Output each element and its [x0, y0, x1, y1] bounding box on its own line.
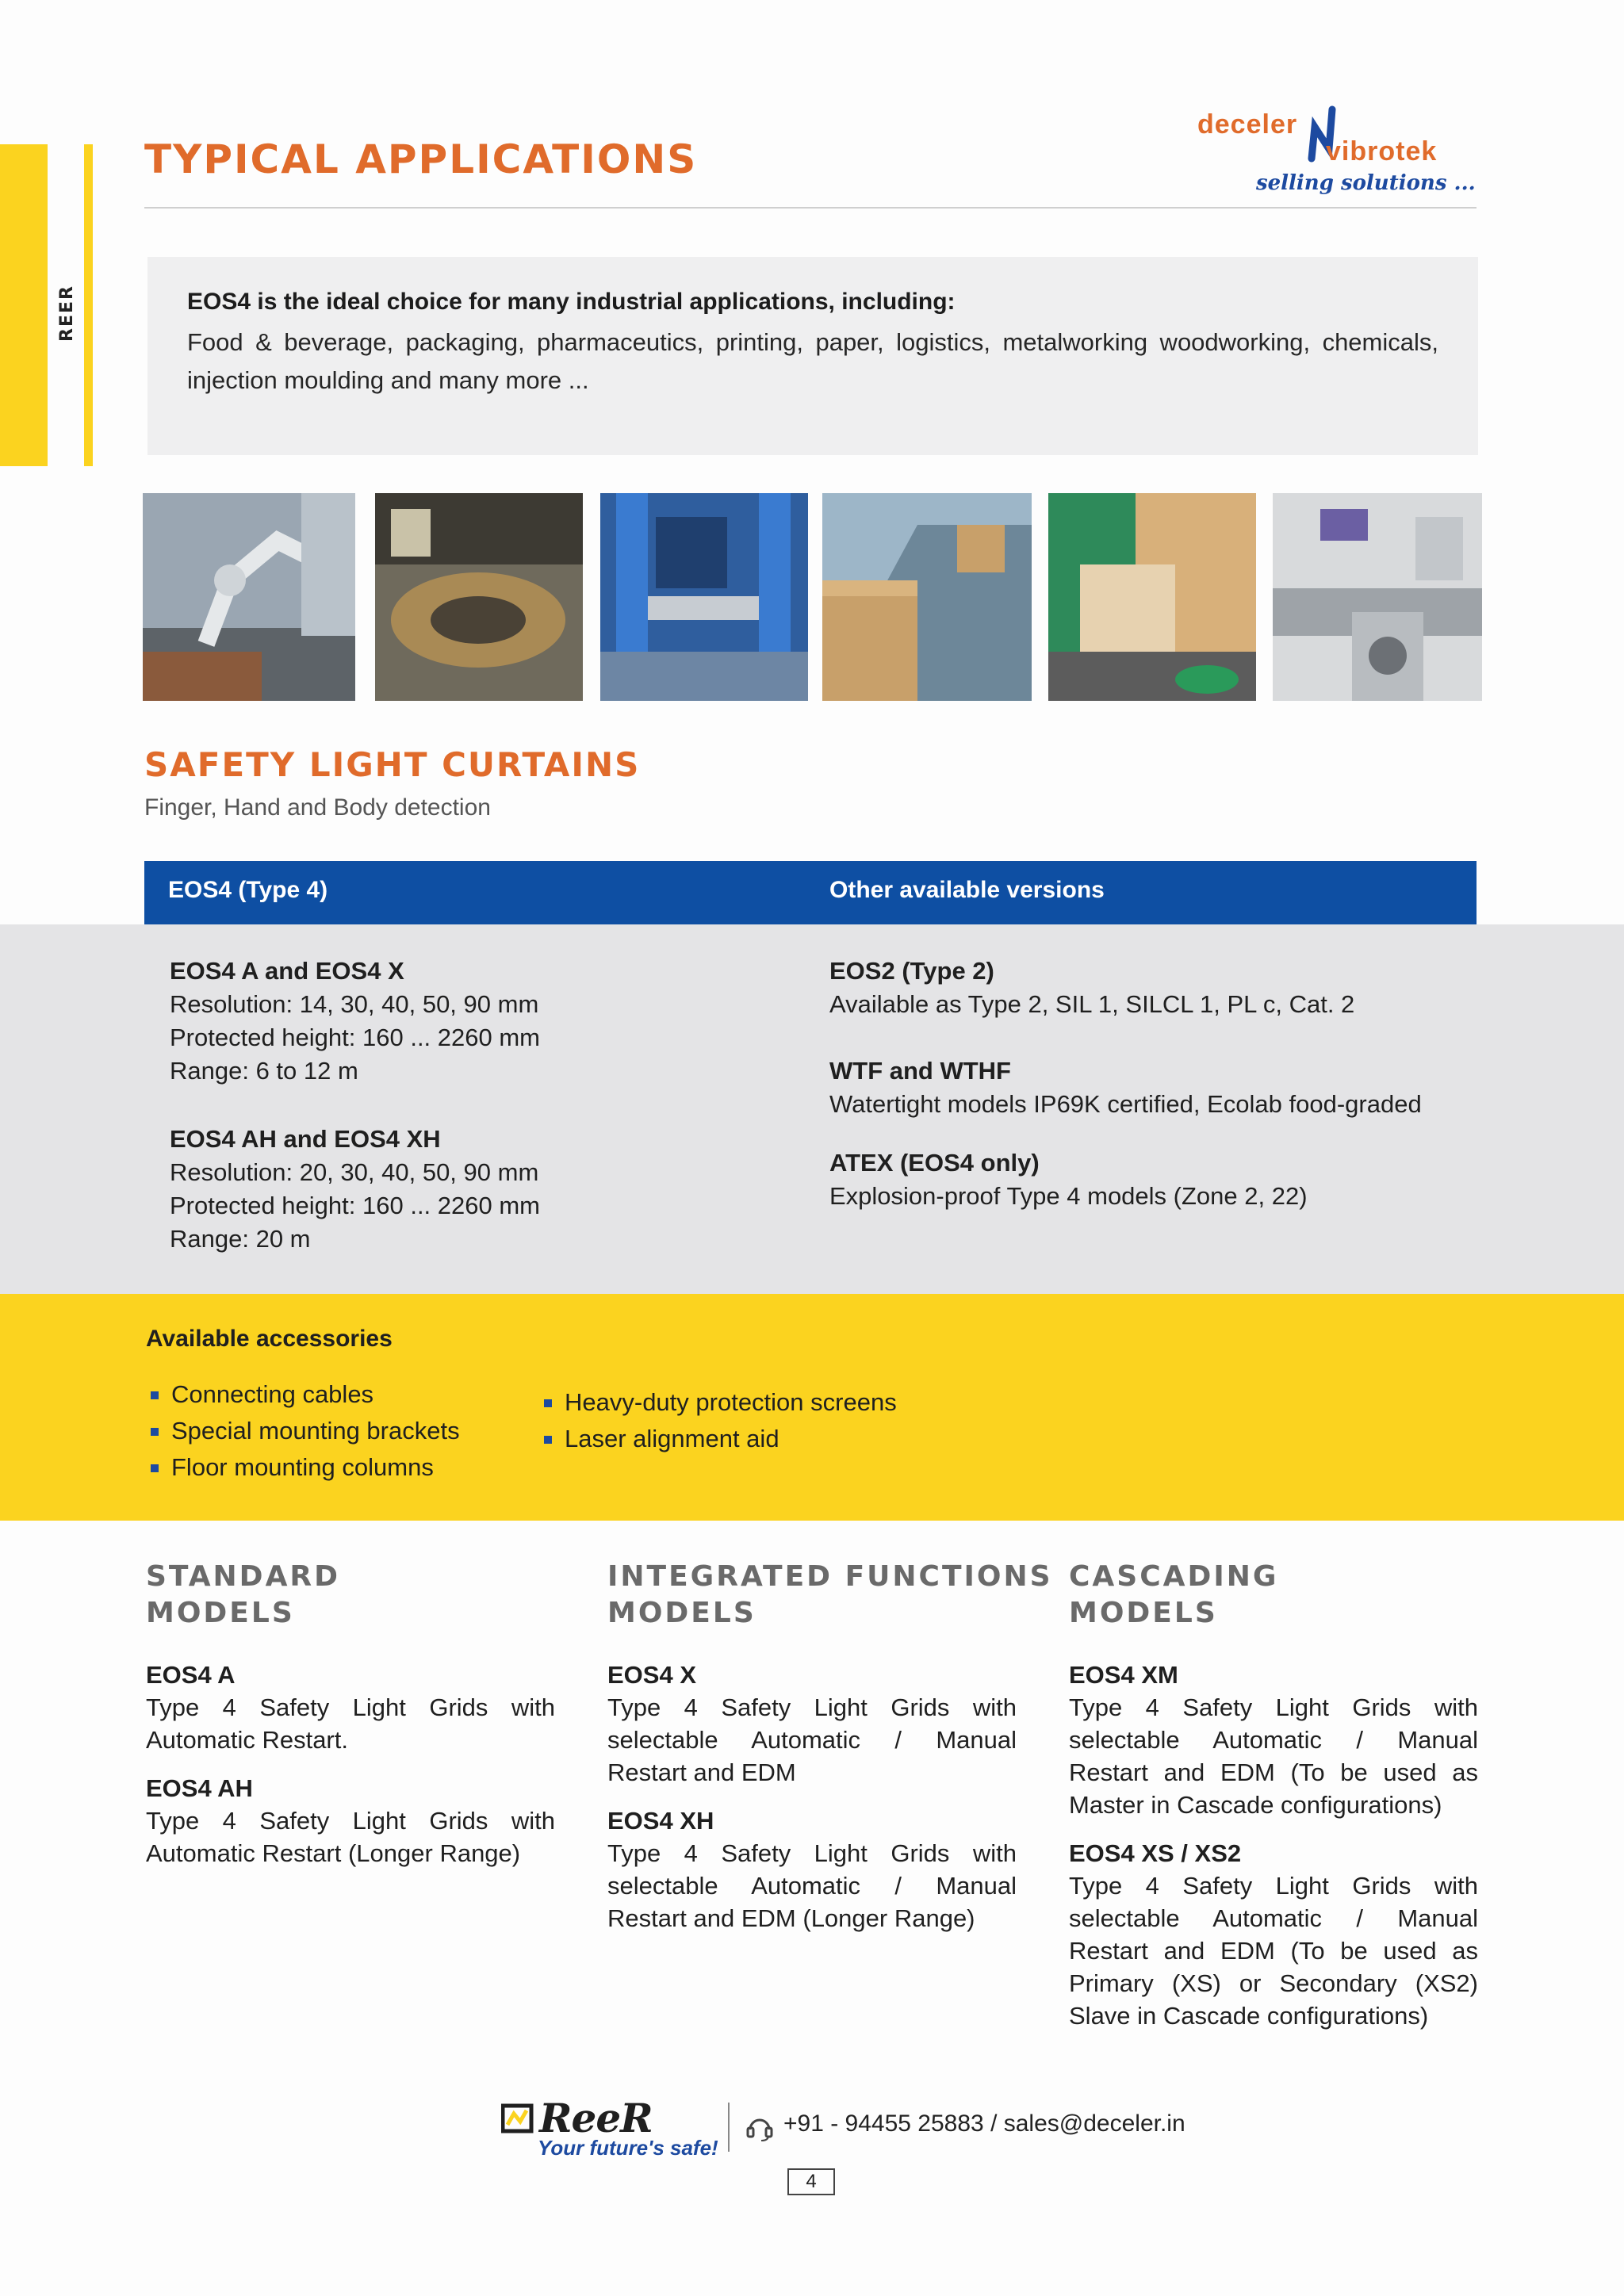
model-item: [607, 1659, 1017, 1789]
spec-line: Range: 20 m: [170, 1225, 311, 1253]
model-desc: Type 4 Safety Light Grids with selectable Automatic / Manual Restart and EDM (To be used as Master in Cascade configurations): [1069, 1693, 1478, 1819]
spec-eos4-a-x: [170, 955, 540, 1088]
packaging-machine-photo: [1273, 493, 1482, 701]
model-desc: Type 4 Safety Light Grids with Automatic Restart.: [146, 1693, 555, 1754]
column-title-line: MODELS: [1069, 1597, 1218, 1629]
machining-image: [375, 493, 583, 701]
model-name: EOS4 XM: [1069, 1661, 1178, 1689]
conveyor-boxes-photo: [822, 493, 1032, 701]
section-title-curtains: SAFETY LIGHT CURTAINS: [144, 745, 641, 784]
robot-arm-image: [143, 493, 355, 701]
model-desc: Type 4 Safety Light Grids with selectable Automatic / Manual Restart and EDM: [607, 1693, 1017, 1786]
model-desc: Type 4 Safety Light Grids with selectable Automatic / Manual Restart and EDM (To be used as Primary (XS) or Secondary (XS2) Slave in Cascade configurations): [1069, 1872, 1478, 2030]
page-number: 4: [787, 2168, 835, 2195]
header-divider: [144, 207, 1477, 209]
intro-lead: EOS4 is the ideal choice for many industrial applications, including:: [187, 289, 956, 315]
table-header-bar: [144, 861, 1477, 924]
integrated-models-column: [607, 1559, 1053, 1950]
model-name: EOS4 AH: [146, 1774, 253, 1802]
cascading-models-column: [1069, 1559, 1478, 2048]
spec-name: EOS4 A and EOS4 X: [170, 957, 404, 985]
column-title-line: CASCADING: [1069, 1560, 1279, 1593]
intro-text: Food & beverage, packaging, pharmaceutics, printing, paper, logistics, metalworking woodworking, chemicals, injection moulding and many more ...: [187, 328, 1438, 394]
list-item: Special mounting brackets: [147, 1413, 460, 1449]
model-list: [607, 1659, 1017, 1934]
footer-contact: +91 - 94455 25883 / sales@deceler.in: [783, 2110, 1185, 2137]
woodworking-image: [1048, 493, 1256, 701]
column-title-line: MODELS: [607, 1597, 756, 1629]
spec-line: Watertight models IP69K certified, Ecolab food-graded: [829, 1090, 1422, 1118]
headset-icon: [745, 2112, 774, 2142]
spec-wtf-wthf: [829, 1054, 1422, 1121]
spec-eos2: [829, 955, 1354, 1021]
spec-atex: [829, 1146, 1308, 1213]
spec-line: Available as Type 2, SIL 1, SILCL 1, PL c, Cat. 2: [829, 990, 1355, 1018]
footer-divider: [728, 2103, 730, 2152]
model-name: EOS4 A: [146, 1661, 236, 1689]
spec-line: Resolution: 20, 30, 40, 50, 90 mm: [170, 1158, 539, 1186]
spec-eos4-ah-xh: [170, 1123, 540, 1256]
model-item: [1069, 1659, 1478, 1821]
accessories-list-1: [147, 1376, 460, 1486]
reer-tagline: Your future's safe!: [538, 2136, 718, 2160]
model-list: [1069, 1659, 1478, 2032]
woodworking-photo: [1048, 493, 1256, 701]
model-name: EOS4 XS / XS2: [1069, 1839, 1242, 1867]
spec-name: EOS2 (Type 2): [829, 957, 994, 985]
robot-arm-photo: [143, 493, 355, 701]
column-title-line: MODELS: [146, 1597, 295, 1629]
standard-models-column: [146, 1559, 555, 1885]
model-desc: Type 4 Safety Light Grids with Automatic Restart (Longer Range): [146, 1807, 555, 1867]
side-tab-label: REER: [56, 285, 77, 342]
intro-box: [147, 257, 1478, 455]
header-eos4: EOS4 (Type 4): [168, 877, 328, 903]
accessories-title: Available accessories: [146, 1326, 393, 1352]
list-item: Heavy-duty protection screens: [541, 1384, 897, 1421]
press-photo: [600, 493, 808, 701]
model-item: [1069, 1837, 1478, 2032]
model-item: [146, 1772, 555, 1869]
column-title: [1069, 1559, 1478, 1632]
spec-name: EOS4 AH and EOS4 XH: [170, 1125, 441, 1153]
header-other-versions: Other available versions: [829, 877, 1105, 903]
logo-brand-left: deceler: [1197, 109, 1298, 140]
list-item: Floor mounting columns: [147, 1449, 460, 1486]
spec-line: Explosion-proof Type 4 models (Zone 2, 22): [829, 1182, 1308, 1210]
spec-line: Protected height: 160 ... 2260 mm: [170, 1192, 540, 1219]
model-list: [146, 1659, 555, 1869]
spec-line: Range: 6 to 12 m: [170, 1057, 358, 1085]
side-color-tab: [0, 144, 48, 466]
list-item: Laser alignment aid: [541, 1421, 897, 1457]
conveyor-image: [822, 493, 1032, 701]
spec-name: ATEX (EOS4 only): [829, 1149, 1040, 1177]
accessories-list-2: [541, 1384, 897, 1457]
model-item: [607, 1804, 1017, 1934]
packaging-machine-image: [1273, 493, 1482, 701]
spec-line: Protected height: 160 ... 2260 mm: [170, 1024, 540, 1051]
column-title: [607, 1559, 1053, 1632]
column-title-line: STANDARD: [146, 1560, 341, 1593]
spec-line: Resolution: 14, 30, 40, 50, 90 mm: [170, 990, 539, 1018]
reer-mark-icon: [501, 2103, 534, 2134]
list-item: Connecting cables: [147, 1376, 460, 1413]
press-image: [600, 493, 808, 701]
logo-brand-right: vibrotek: [1326, 136, 1438, 166]
logo-tagline: selling solutions ...: [1256, 171, 1476, 195]
section-subtitle: Finger, Hand and Body detection: [144, 794, 491, 821]
page-title: TYPICAL APPLICATIONS: [144, 136, 698, 182]
model-item: [146, 1659, 555, 1756]
column-title: [146, 1559, 555, 1632]
spec-name: WTF and WTHF: [829, 1057, 1011, 1085]
deceler-vibrotek-logo: [1197, 103, 1483, 206]
model-desc: Type 4 Safety Light Grids with selectable Automatic / Manual Restart and EDM (Longer Range): [607, 1839, 1017, 1932]
model-name: EOS4 X: [607, 1661, 696, 1689]
machining-photo: [375, 493, 583, 701]
reer-brand: ReeR: [539, 2095, 653, 2141]
column-title-line: INTEGRATED FUNCTIONS: [607, 1560, 1053, 1593]
model-name: EOS4 XH: [607, 1807, 714, 1835]
